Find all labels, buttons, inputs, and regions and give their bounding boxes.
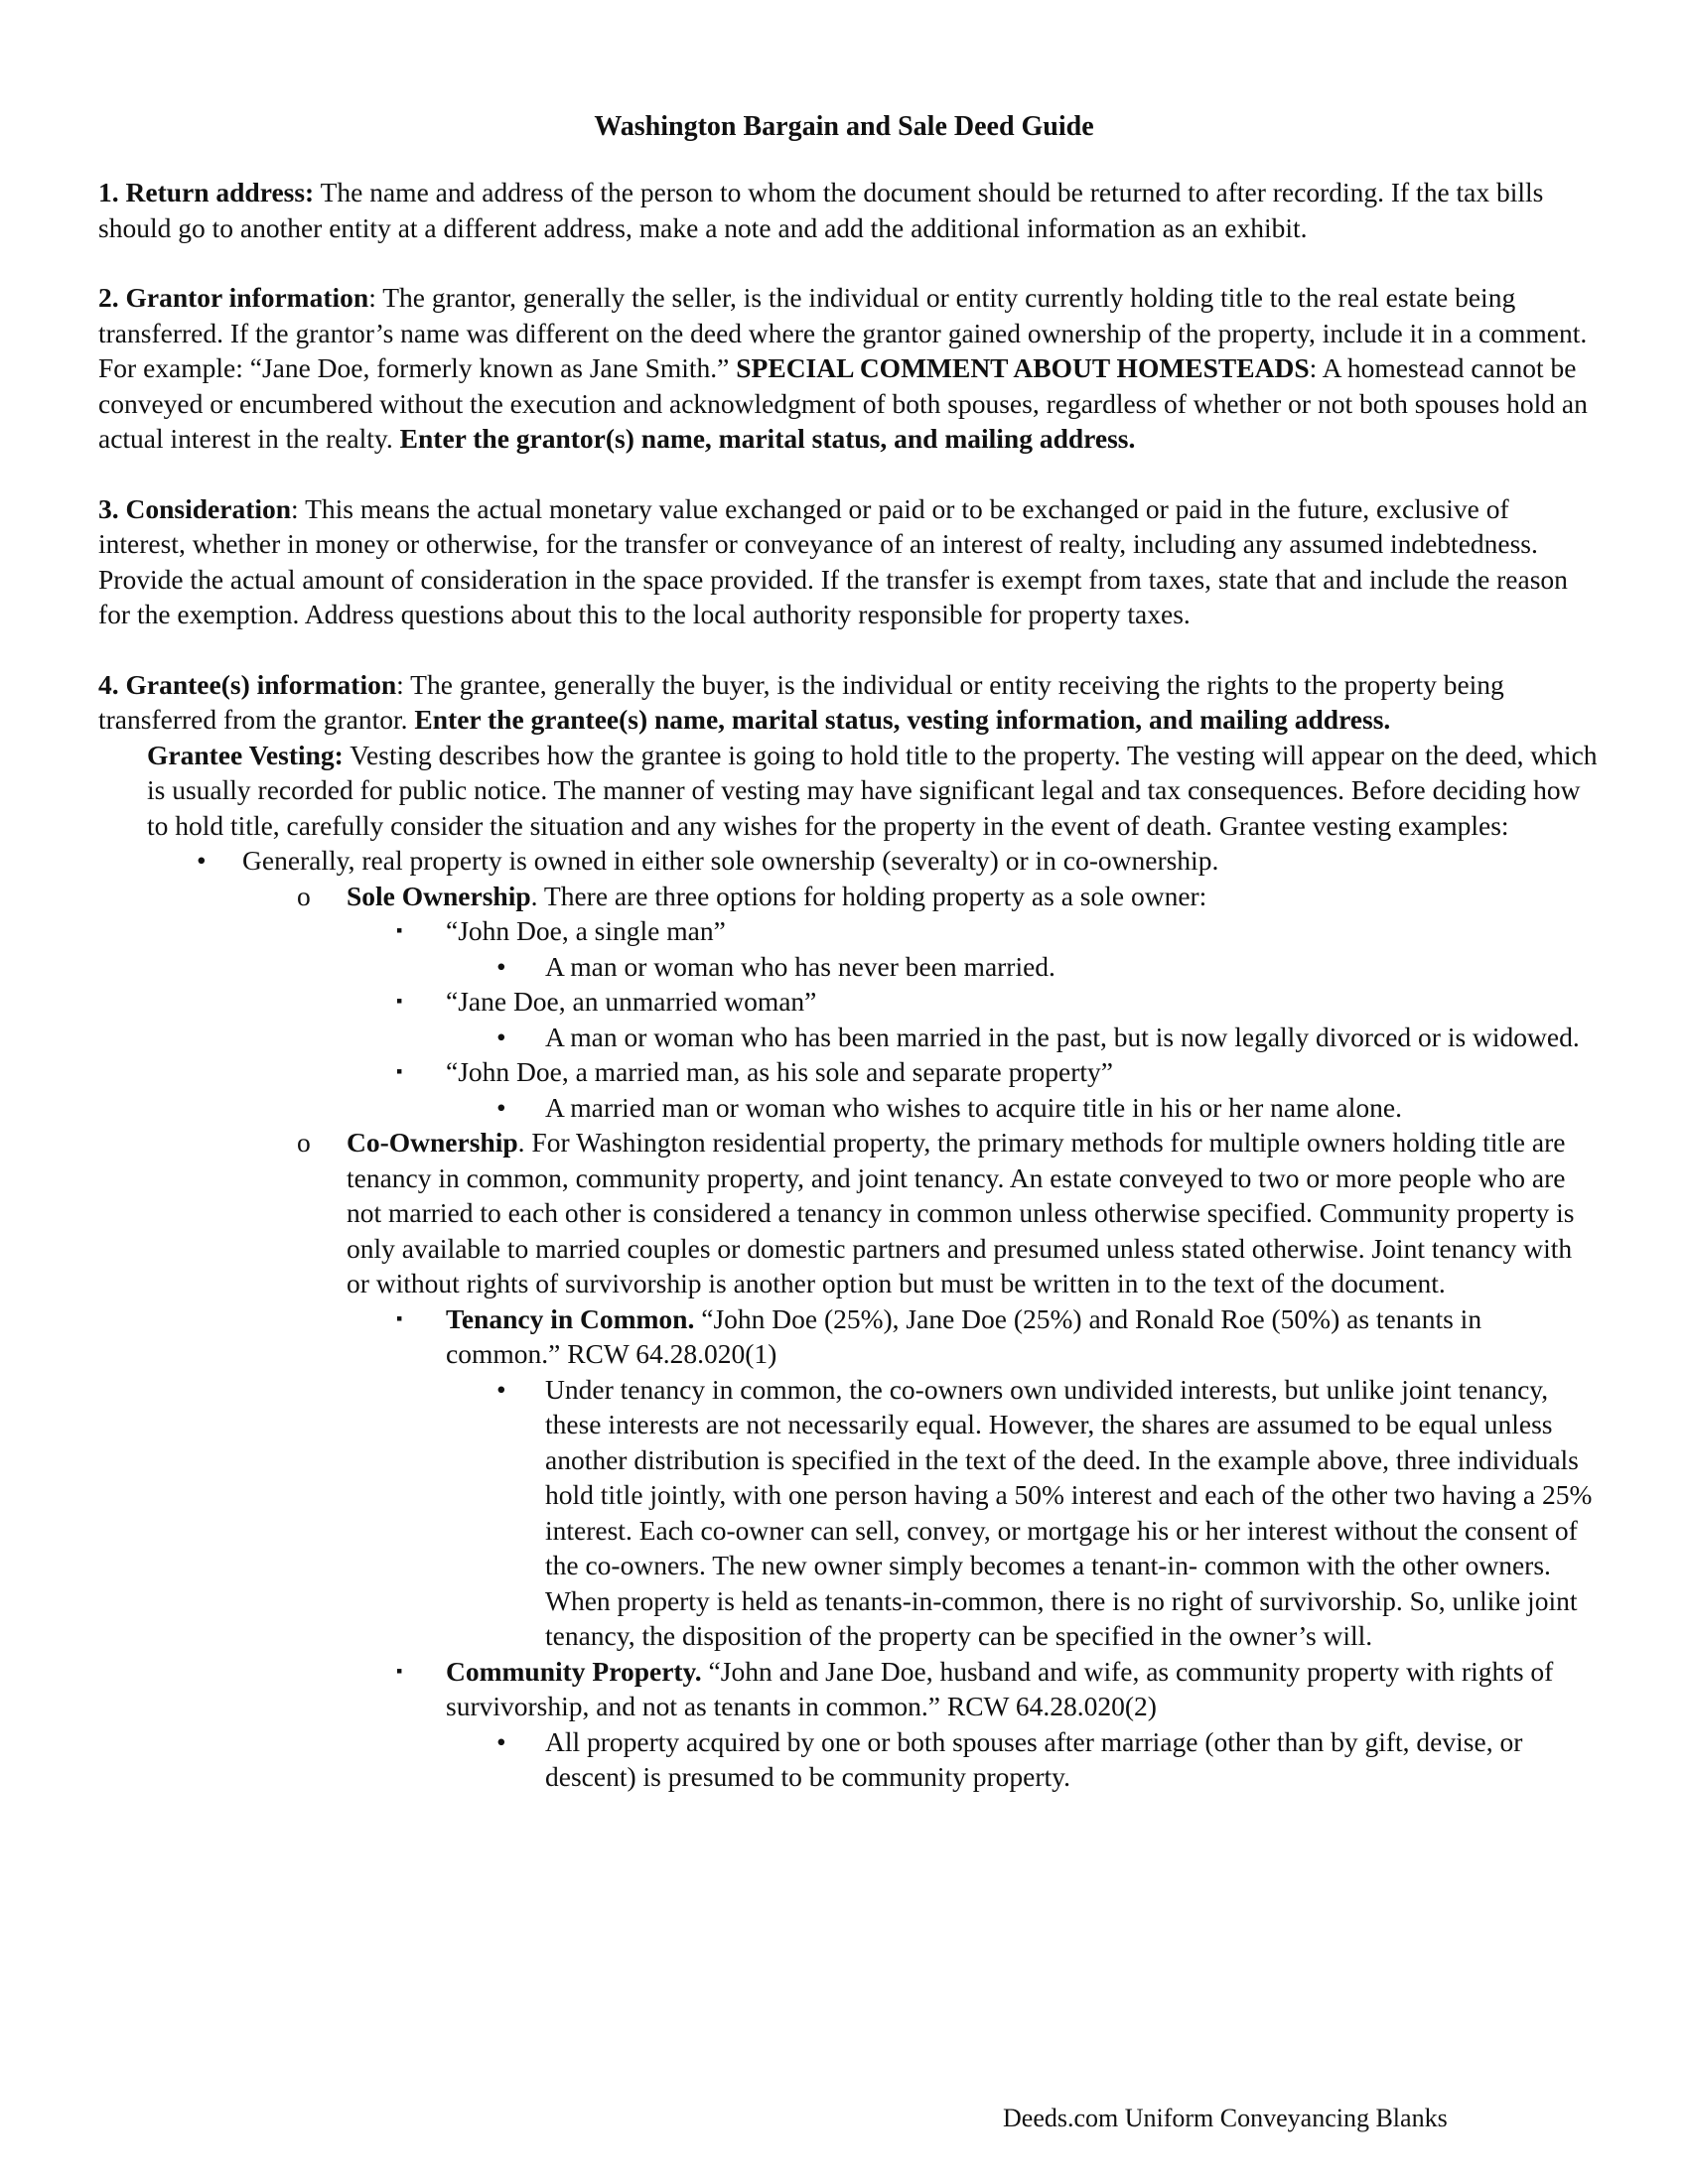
square-bullet-icon: ▪: [396, 1307, 403, 1328]
list-item-co-ownership: [98, 1125, 1598, 1301]
document-body: [98, 175, 1598, 1795]
description-text: All property acquired by one or both spouses after marriage (other than by gift, devise, or descent) is presumed to be community property.: [545, 1725, 1523, 1792]
section-text: : The grantee, generally the buyer, is the individual or entity receiving the rights to the property being transferred from the grantor.: [98, 668, 1504, 735]
section-return-address: [98, 175, 1598, 245]
description-text: Under tenancy in common, the co-owners own undivided interests, but unlike joint tenancy, these interests are not necessarily equal. However, the shares are assumed to be equal unless another distribution is specified in the text of the deed. In the example above, three individuals hold title jointly, with one person having a 50% interest and each of the other two having a 25% interest. Each co-owner can sell, convey, or mortgage his or her interest without the consent of the co-owners. The new owner simply becomes a tenant-in- common with the other owners. When property is held as tenants-in-common, there is no right of survivorship. So, unlike joint tenancy, the disposition of the property can be specified in the owner’s will.: [545, 1373, 1593, 1651]
list-item-description: [98, 1020, 1598, 1055]
section-label: 4. Grantee(s) information: [98, 668, 397, 700]
vesting-label: Grantee Vesting:: [147, 739, 344, 770]
section-consideration: [98, 491, 1598, 632]
list-item-description: [98, 1090, 1598, 1126]
square-bullet-icon: ▪: [396, 920, 403, 940]
bullet-icon: •: [496, 1725, 506, 1757]
example-text: “John Doe, a married man, as his sole and separate property”: [446, 1056, 1113, 1087]
bullet-icon: •: [496, 1091, 506, 1123]
homestead-comment-label: SPECIAL COMMENT ABOUT HOMESTEADS: [736, 352, 1310, 383]
square-bullet-icon: ▪: [396, 1061, 403, 1081]
description-text: A man or woman who has been married in the past, but is now legally divorced or is widowed.: [545, 1021, 1580, 1052]
bullet-icon: •: [496, 1021, 506, 1052]
list-item-example: [98, 913, 1598, 949]
section-text: The name and address of the person to whom the document should be returned to after recording. If the tax bills should go to another entity at a different address, make a note and add the additional information as an exhibit.: [98, 177, 1544, 243]
list-item-tenancy-in-common: [98, 1301, 1598, 1372]
list-item-description: [98, 1724, 1598, 1795]
square-bullet-icon: ▪: [396, 991, 403, 1011]
list-item-example: [98, 984, 1598, 1020]
section-grantee-information: [98, 667, 1598, 738]
list-item-community-property: [98, 1654, 1598, 1724]
list-item-text: “John Doe (25%), Jane Doe (25%) and Ronald Roe (50%) as tenants in common.” RCW 64.28.020(1): [446, 1302, 1482, 1369]
list-item-text: Generally, real property is owned in either sole ownership (severalty) or in co-ownership.: [242, 845, 1219, 876]
vesting-text: Vesting describes how the grantee is going to hold title to the property. The vesting will appear on the deed, which is usually recorded for public notice. The manner of vesting may have significant legal and tax consequences. Before deciding how to hold title, carefully consider the situation and any wishes for the property in the event of death. Grantee vesting examples:: [147, 739, 1598, 841]
example-text: “Jane Doe, an unmarried woman”: [446, 986, 817, 1017]
list-item: [98, 843, 1598, 879]
grantor-instruction: Enter the grantor(s) name, marital status, and mailing address.: [399, 423, 1136, 454]
list-item-label: Tenancy in Common.: [446, 1302, 695, 1334]
list-item-sole-ownership: [98, 879, 1598, 914]
bullet-icon: •: [197, 845, 207, 876]
section-grantor-information: [98, 280, 1598, 457]
list-item-example: [98, 1054, 1598, 1090]
grantee-vesting-paragraph: [147, 738, 1598, 844]
list-item-text: “John and Jane Doe, husband and wife, as community property with rights of survivorship, and not as tenants in common.” RCW 64.28.020(2): [446, 1655, 1554, 1721]
page-footer: Deeds.com Uniform Conveyancing Blanks: [1003, 2104, 1448, 2132]
list-item-label: Sole Ownership: [347, 880, 531, 911]
circle-bullet-icon: o: [297, 880, 311, 911]
grantee-instruction: Enter the grantee(s) name, marital status, vesting information, and mailing address.: [414, 704, 1391, 735]
list-item-description: [98, 1372, 1598, 1654]
example-text: “John Doe, a single man”: [446, 915, 726, 946]
list-item-text: . For Washington residential property, the primary methods for multiple owners holding title are tenancy in common, community property, and joint tenancy. An estate conveyed to two or more people who are not married to each other is considered a tenancy in common unless otherwise specified. Community property is only available to married couples or domestic partners and presumed unless stated otherwise. Joint tenancy with or without rights of survivorship is another option but must be written in to the text of the document.: [347, 1127, 1575, 1298]
section-label: 1. Return address:: [98, 177, 315, 207]
list-item-label: Community Property.: [446, 1655, 702, 1687]
list-item-text: . There are three options for holding property as a sole owner:: [530, 880, 1207, 911]
section-label: 3. Consideration: [98, 492, 292, 524]
square-bullet-icon: ▪: [396, 1660, 403, 1681]
section-text: : This means the actual monetary value exchanged or paid or to be exchanged or paid in the future, exclusive of interest, whether in money or otherwise, for the transfer or conveyance of an interest of realty, including any assumed indebtedness. Provide the actual amount of consideration in the space provided. If the transfer is exempt from taxes, state that and include the reason for the exemption. Address questions about this to the local authority responsible for property taxes.: [98, 492, 1568, 629]
circle-bullet-icon: o: [297, 1127, 311, 1158]
list-item-description: [98, 949, 1598, 985]
section-text: : A homestead cannot be conveyed or encumbered without the execution and acknowledgment of both spouses, regardless of whether or not both spouses hold an actual interest in the realty.: [98, 352, 1588, 454]
bullet-icon: •: [496, 1373, 506, 1405]
section-label: 2. Grantor information: [98, 282, 369, 313]
description-text: A man or woman who has never been married.: [545, 950, 1055, 982]
list-item-label: Co-Ownership: [347, 1127, 518, 1158]
bullet-icon: •: [496, 950, 506, 982]
section-text: : The grantor, generally the seller, is the individual or entity currently holding title to the real estate being transferred. If the grantor’s name was different on the deed where the grantor gained ownership of the property, include it in a comment. For example: “Jane Doe, formerly known as Jane Smith.”: [98, 282, 1588, 383]
description-text: A married man or woman who wishes to acquire title in his or her name alone.: [545, 1091, 1402, 1123]
page-title: Washington Bargain and Sale Deed Guide: [594, 111, 1094, 142]
